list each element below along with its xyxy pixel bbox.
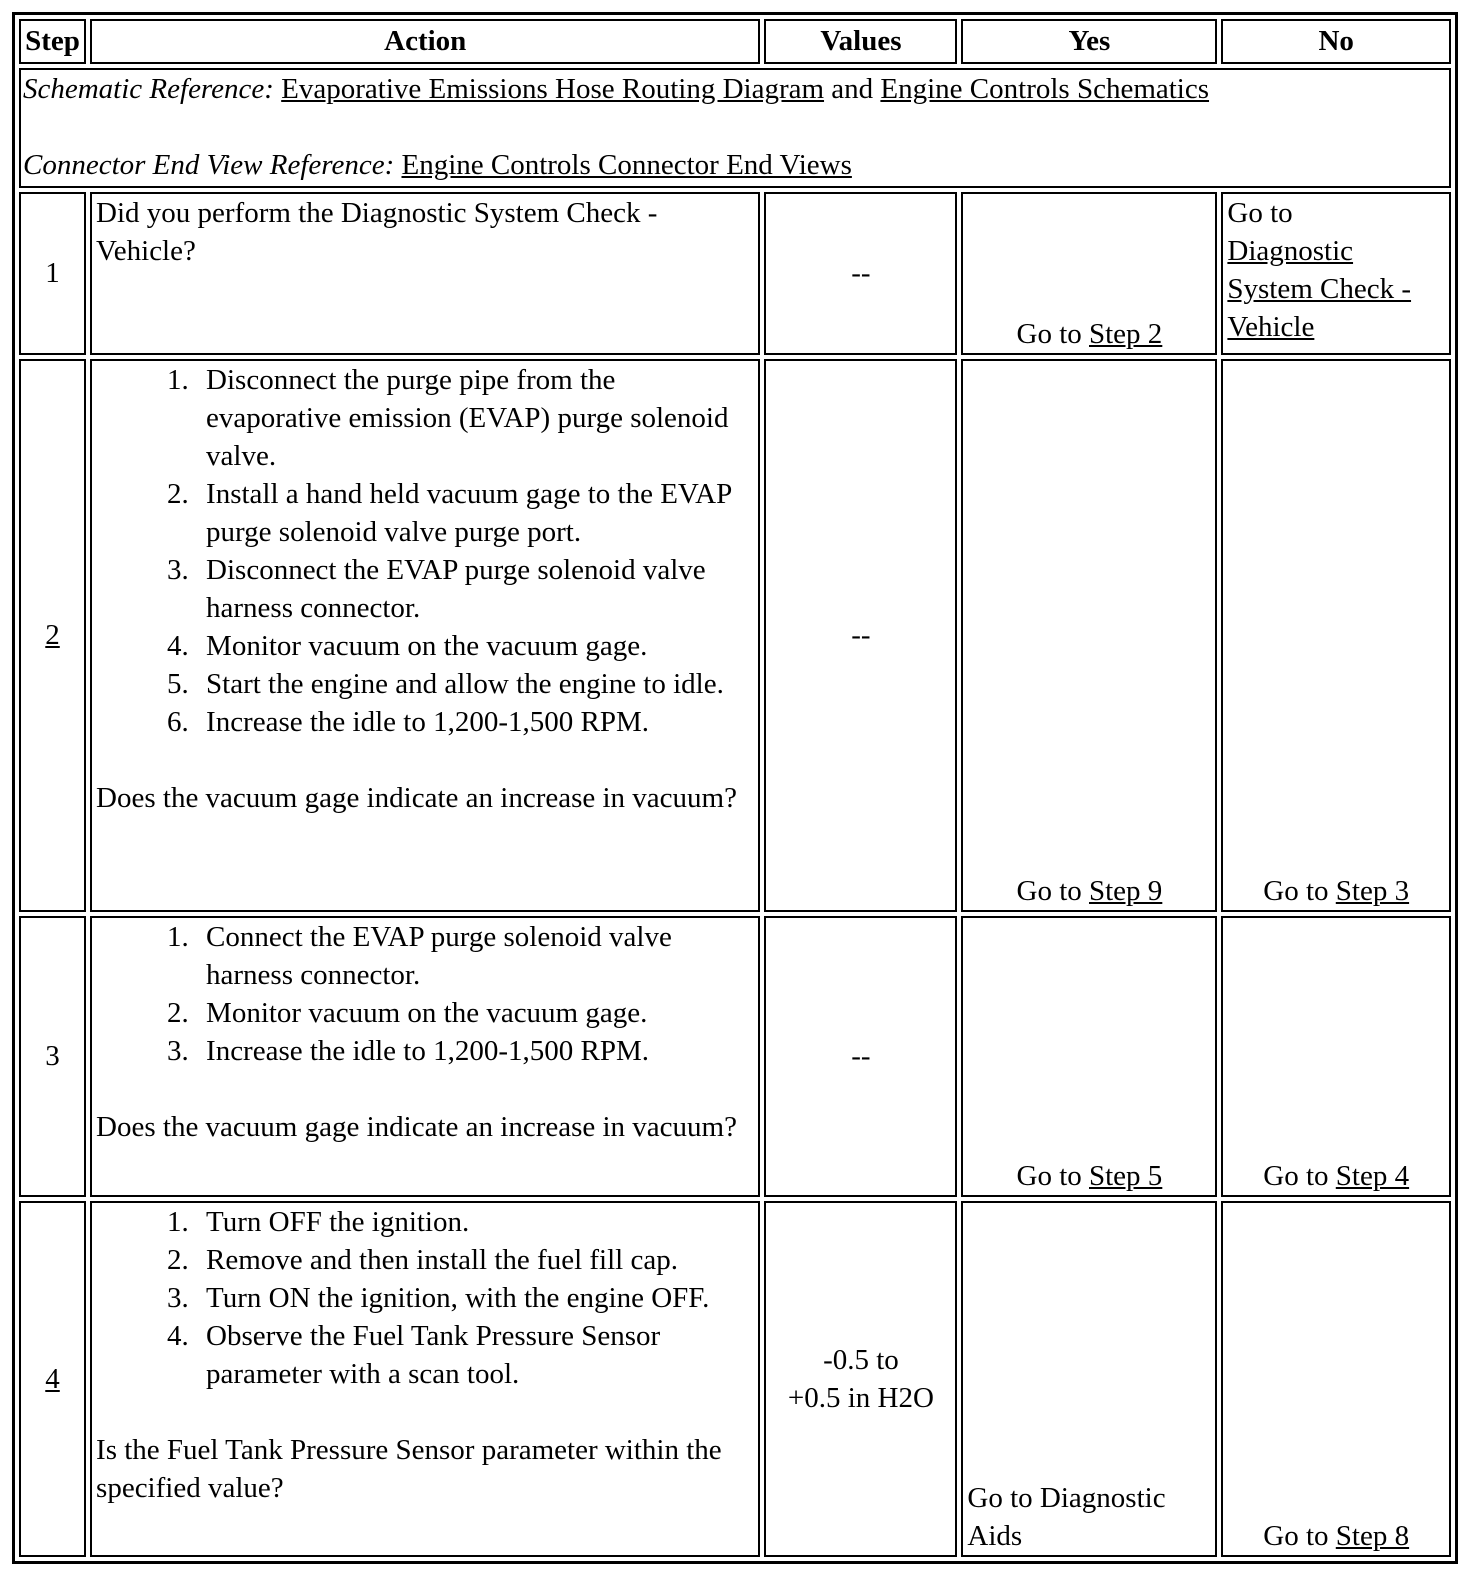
list-item: 3. Turn ON the ignition, with the engine OFF. [196, 1279, 754, 1317]
list-item: 2. Monitor vacuum on the vacuum gage. [196, 994, 754, 1032]
step-2-link[interactable]: Step 2 [1089, 317, 1163, 350]
step-number[interactable]: 4 [45, 1362, 60, 1395]
diagnostic-system-check-link[interactable]: Diagnostic System Check - Vehicle [1227, 234, 1412, 343]
header-no: No [1221, 19, 1451, 64]
step-5-link[interactable]: Step 5 [1089, 1159, 1163, 1192]
step-9-link[interactable]: Step 9 [1089, 875, 1163, 908]
yes-cell [961, 359, 1217, 912]
header-action: Action [90, 19, 760, 64]
question-text: Does the vacuum gage indicate an increase in vacuum? [96, 1111, 737, 1144]
connector-end-views-link[interactable]: Engine Controls Connector End Views [401, 148, 852, 181]
header-yes: Yes [961, 19, 1217, 64]
step-number-cell [19, 359, 86, 912]
diagnostic-table [12, 12, 1458, 1564]
header-step: Step [19, 19, 86, 64]
list-item: 5. Start the engine and allow the engine to idle. [196, 665, 754, 703]
step-number: 3 [19, 916, 86, 1197]
action-cell [90, 359, 760, 912]
yes-text: Go to Diagnostic Aids [967, 1482, 1166, 1552]
engine-controls-schematics-link[interactable]: Engine Controls Schematics [880, 72, 1210, 105]
list-item: 1. Turn OFF the ignition. [196, 1203, 754, 1241]
schematic-reference-label: Schematic Reference: [23, 72, 274, 105]
value-cell: -- [764, 916, 957, 1197]
no-cell [1221, 192, 1451, 355]
yes-prefix: Go to [1016, 1159, 1082, 1192]
no-cell [1221, 359, 1451, 912]
table-row [19, 916, 1451, 1197]
hose-routing-diagram-link[interactable]: Evaporative Emissions Hose Routing Diagram [281, 72, 825, 105]
header-row [19, 19, 1451, 64]
step-8-link[interactable]: Step 8 [1335, 1520, 1410, 1552]
connector-reference [23, 146, 1447, 184]
value-cell: -- [764, 192, 957, 355]
list-item: 2. Install a hand held vacuum gage to the EVAP purge solenoid valve purge port. [196, 475, 754, 551]
action-cell [90, 916, 760, 1197]
list-item: 4. Monitor vacuum on the vacuum gage. [196, 627, 754, 665]
list-item: 4. Observe the Fuel Tank Pressure Sensor parameter with a scan tool. [196, 1317, 754, 1393]
list-item: 1. Disconnect the purge pipe from the evaporative emission (EVAP) purge solenoid valve. [196, 361, 754, 475]
header-values: Values [764, 19, 957, 64]
value-cell: -- [764, 359, 957, 912]
question-text: Is the Fuel Tank Pressure Sensor parameter within the specified value? [96, 1433, 722, 1504]
table-row [19, 1201, 1451, 1557]
action-cell [90, 192, 760, 355]
value-cell [764, 1201, 957, 1557]
connector-reference-label: Connector End View Reference: [23, 148, 395, 181]
question-text: Does the vacuum gage indicate an increase in vacuum? [96, 781, 737, 814]
yes-prefix: Go to [1016, 317, 1082, 350]
and-text: and [831, 72, 874, 105]
question-text: Did you perform the Diagnostic System Check - Vehicle? [96, 196, 658, 267]
list-item: 1. Connect the EVAP purge solenoid valve harness connector. [196, 918, 754, 994]
list-item: 3. Increase the idle to 1,200-1,500 RPM. [196, 1032, 754, 1070]
reference-row [19, 68, 1451, 188]
action-cell [90, 1201, 760, 1557]
value-range-line-1: -0.5 to [823, 1343, 899, 1376]
step-3-link[interactable]: Step 3 [1335, 875, 1410, 908]
table-row [19, 192, 1451, 355]
action-list [96, 361, 754, 741]
step-4-link[interactable]: Step 4 [1335, 1159, 1410, 1192]
no-prefix: Go to [1227, 196, 1293, 229]
step-number[interactable]: 2 [45, 619, 60, 652]
step-number: 1 [19, 192, 86, 355]
list-item: 2. Remove and then install the fuel fill cap. [196, 1241, 754, 1279]
list-item: 3. Disconnect the EVAP purge solenoid valve harness connector. [196, 551, 754, 627]
yes-cell [961, 916, 1217, 1197]
no-prefix: Go to [1263, 1520, 1329, 1552]
no-prefix: Go to [1263, 875, 1329, 908]
reference-cell [19, 68, 1451, 188]
reference-spacer [23, 108, 1447, 146]
table-row [19, 359, 1451, 912]
no-prefix: Go to [1263, 1159, 1329, 1192]
action-list [96, 918, 754, 1070]
action-list [96, 1203, 754, 1393]
yes-prefix: Go to [1016, 875, 1082, 908]
step-number-cell [19, 1201, 86, 1557]
no-cell [1221, 916, 1451, 1197]
schematic-reference [23, 70, 1447, 108]
yes-cell [961, 192, 1217, 355]
list-item: 6. Increase the idle to 1,200-1,500 RPM. [196, 703, 754, 741]
yes-cell [961, 1201, 1217, 1557]
value-range-line-2: +0.5 in H2O [787, 1381, 934, 1414]
no-cell [1221, 1201, 1451, 1557]
